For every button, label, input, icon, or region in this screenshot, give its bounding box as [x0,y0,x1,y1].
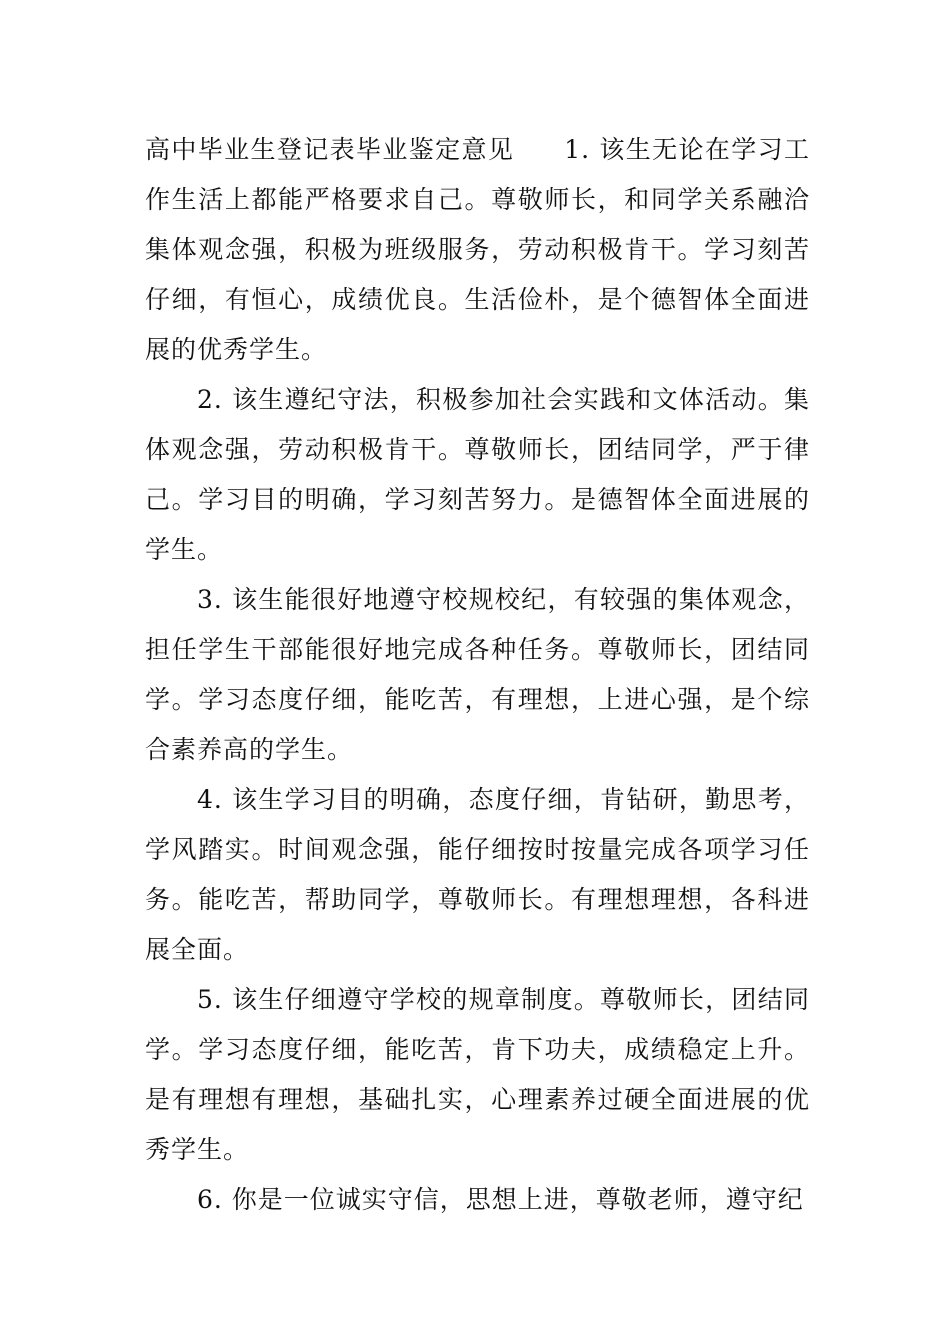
document-title: 高中毕业生登记表毕业鉴定意见 [145,135,515,164]
document-body [145,125,810,1225]
paragraph-text: 1. 该生无论在学习工作生活上都能严格要求自己。尊敬师长，和同学关系融洽集体观念强，积极为班级服务，劳动积极肯干。学习刻苦仔细，有恒心，成绩优良。生活俭朴，是个德智体全面进展的优秀学生。 [145,135,810,364]
paragraph-3: 3. 该生能很好地遵守校规校纪，有较强的集体观念，担任学生干部能很好地完成各种任务。尊敬师长，团结同学。学习态度仔细，能吃苦，有理想，上进心强，是个综合素养高的学生。 [145,585,810,764]
paragraph-6: 6. 你是一位诚实守信，思想上进，尊敬老师，遵守纪 [197,1185,804,1214]
paragraph-1 [145,125,810,375]
paragraph-2: 2. 该生遵纪守法，积极参加社会实践和文体活动。集体观念强，劳动积极肯干。尊敬师长，团结同学，严于律己。学习目的明确，学习刻苦努力。是德智体全面进展的学生。 [145,385,810,564]
paragraph-4: 4. 该生学习目的明确，态度仔细，肯钻研，勤思考，学风踏实。时间观念强，能仔细按时按量完成各项学习任务。能吃苦，帮助同学，尊敬师长。有理想理想，各科进展全面。 [145,785,810,964]
paragraph-5: 5. 该生仔细遵守学校的规章制度。尊敬师长，团结同学。学习态度仔细，能吃苦，肯下功夫，成绩稳定上升。是有理想有理想，基础扎实，心理素养过硬全面进展的优秀学生。 [145,985,810,1164]
